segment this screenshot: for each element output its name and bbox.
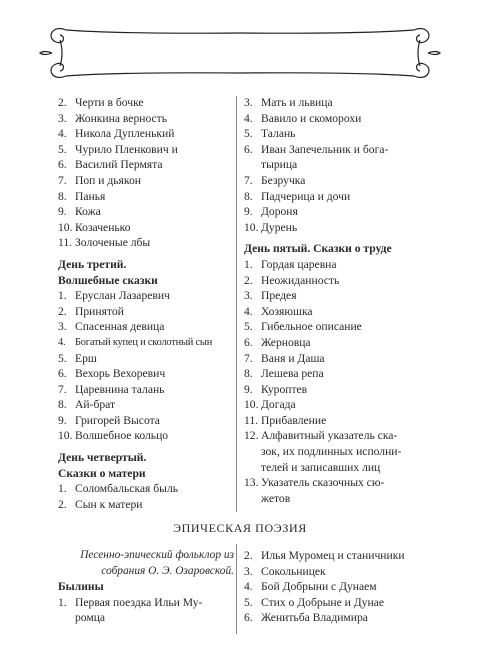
item-number: 12. <box>244 429 259 443</box>
list-item <box>58 428 238 444</box>
list-item <box>58 481 238 497</box>
list-item <box>58 95 238 111</box>
item-title: Ваня и Даша <box>261 351 325 365</box>
item-title: Царевнина талань <box>75 382 165 396</box>
list-day4-continued <box>244 95 429 235</box>
item-number: 13. <box>244 476 259 490</box>
list-day5 <box>244 257 429 507</box>
item-title: Сын к матери <box>75 497 143 511</box>
item-title: Василий Пермята <box>75 158 163 172</box>
heading-day-five: День пятый. Сказки о труде <box>244 242 392 256</box>
list-item <box>58 173 238 189</box>
item-title: Мать и львица <box>261 96 333 109</box>
list-item <box>244 366 429 382</box>
list-item <box>244 610 429 626</box>
item-title: Хозяюшка <box>261 304 313 318</box>
item-title: Григорей Высота <box>75 413 160 427</box>
list-item <box>58 304 238 320</box>
list-item <box>58 157 238 173</box>
item-number: 2. <box>58 304 67 318</box>
item-number: 5. <box>58 351 67 365</box>
item-number: 2. <box>58 497 67 511</box>
item-number: 10. <box>244 398 259 412</box>
item-title: Гордая царевна <box>261 257 337 271</box>
list-item <box>244 460 429 476</box>
list-item <box>244 428 429 444</box>
item-title: Ай-брат <box>75 398 116 412</box>
item-number: 10. <box>58 220 73 234</box>
list-item <box>244 304 429 320</box>
list-item <box>58 189 238 205</box>
item-title: зок, их подлинных исполни- <box>261 445 402 459</box>
list-item <box>244 189 429 205</box>
item-number: 5. <box>58 142 67 156</box>
heading-day-three: День третий. <box>58 257 127 271</box>
item-number <box>244 491 261 507</box>
item-title: Панья <box>75 189 106 203</box>
list-item <box>244 491 429 507</box>
item-title: Догада <box>261 398 296 412</box>
list-item <box>58 319 238 335</box>
item-title: Козаченько <box>75 220 131 234</box>
item-title: Женитьба Владимира <box>261 611 368 625</box>
item-title: ромца <box>75 611 106 625</box>
list-item <box>58 142 238 158</box>
item-number: 4. <box>244 111 253 125</box>
item-number: 4. <box>58 127 67 141</box>
item-number: 11. <box>244 413 259 427</box>
item-title: жетов <box>261 491 291 505</box>
epic-right-column <box>244 548 429 626</box>
item-title: Ерш <box>75 351 97 365</box>
list-day3 <box>58 288 238 444</box>
item-number: 9. <box>244 205 253 219</box>
list-item <box>58 351 238 367</box>
item-title: Первая поездка Ильи Му- <box>75 595 203 609</box>
item-title: Падчерица и дочи <box>261 189 351 203</box>
list-item <box>58 382 238 398</box>
item-number: 1. <box>58 482 67 496</box>
list-item <box>244 335 429 351</box>
list-item <box>58 126 238 142</box>
item-title: Кожа <box>75 205 101 219</box>
list-item <box>58 111 238 127</box>
list-item <box>58 610 234 626</box>
item-title: Прибавление <box>261 413 327 427</box>
left-column <box>58 95 238 512</box>
item-number <box>244 460 261 476</box>
list-item <box>244 382 429 398</box>
list-item <box>244 397 429 413</box>
item-number: 4. <box>244 304 253 318</box>
column-divider-lower <box>236 544 237 634</box>
item-title: Вехорь Вехоревич <box>75 367 166 381</box>
collection-note-line2: собрания О. Э. Озаровской. <box>101 564 234 577</box>
list-item <box>58 413 238 429</box>
list-item <box>58 595 234 611</box>
item-title: Лешева репа <box>261 367 324 381</box>
item-number: 5. <box>244 127 253 141</box>
item-title: Дороня <box>261 205 298 219</box>
item-number: 3. <box>244 289 253 303</box>
list-day4 <box>58 481 238 512</box>
item-title: Принятой <box>75 304 124 318</box>
item-title: Спасенная девица <box>75 320 165 334</box>
item-title: тырица <box>261 158 298 172</box>
list-item <box>58 204 238 220</box>
list-day2-continued <box>58 95 238 251</box>
item-number: 5. <box>244 595 253 609</box>
epic-left-column <box>58 548 234 626</box>
list-item <box>244 204 429 220</box>
item-title: Сокольницек <box>261 564 326 578</box>
item-number: 1. <box>244 257 253 271</box>
item-number: 6. <box>244 611 253 625</box>
list-item <box>58 497 238 513</box>
item-number: 3. <box>58 111 67 125</box>
list-item <box>244 595 429 611</box>
list-item <box>244 579 429 595</box>
item-title: Жерновца <box>261 335 311 349</box>
heading-magic-tales: Волшебные сказки <box>58 273 158 287</box>
item-title: Черти в бочке <box>75 96 144 109</box>
item-title: Никола Дупленький <box>75 127 175 141</box>
item-number: 6. <box>58 367 67 381</box>
item-title: Илья Муромец и станичники <box>261 549 405 562</box>
list-item <box>244 319 429 335</box>
item-number: 6. <box>58 158 67 172</box>
item-number: 10. <box>244 220 259 234</box>
item-number: 7. <box>58 382 67 396</box>
item-number: 8. <box>244 367 253 381</box>
section-title-epic-poetry: ЭПИЧЕСКАЯ ПОЭЗИЯ <box>173 521 307 535</box>
item-title: Вавило и скоморохи <box>261 111 362 125</box>
item-number: 9. <box>244 382 253 396</box>
item-number <box>58 610 75 626</box>
list-item <box>58 288 238 304</box>
item-number: 11. <box>58 236 73 250</box>
list-item <box>244 95 429 111</box>
list-item <box>58 335 238 351</box>
item-number <box>244 157 261 173</box>
item-number: 7. <box>58 173 67 187</box>
item-number: 4. <box>244 580 253 594</box>
item-number: 3. <box>244 96 253 109</box>
list-item <box>58 397 238 413</box>
item-number: 6. <box>244 142 253 156</box>
list-item <box>244 288 429 304</box>
item-number: 5. <box>244 320 253 334</box>
list-item <box>58 235 238 251</box>
item-title: телей и записавших лиц <box>261 460 381 474</box>
heading-day-four: День четвертый. <box>58 451 147 465</box>
list-item <box>244 157 429 173</box>
item-number: 10. <box>58 429 73 443</box>
list-item <box>58 220 238 236</box>
item-title: Соломбальская быль <box>75 482 179 496</box>
item-number: 3. <box>244 564 253 578</box>
list-item <box>244 142 429 158</box>
heading-mother-tales: Сказки о матери <box>58 466 146 480</box>
item-title: Алфавитный указатель ска- <box>261 429 398 443</box>
heading-byliny: Былины <box>58 580 104 594</box>
list-item <box>244 548 429 564</box>
list-item <box>244 126 429 142</box>
item-title: Дурень <box>261 220 298 234</box>
item-number: 7. <box>244 173 253 187</box>
item-title: Гибельное описание <box>261 320 362 334</box>
list-item <box>244 173 429 189</box>
item-number: 6. <box>244 335 253 349</box>
list-byliny-left <box>58 595 234 626</box>
list-item <box>244 111 429 127</box>
item-title: Предея <box>261 289 297 303</box>
list-item <box>244 351 429 367</box>
item-number: 9. <box>58 413 67 427</box>
list-item <box>244 413 429 429</box>
item-number: 1. <box>58 289 67 303</box>
collection-note-line1: Песенно-эпический фольклор из <box>80 549 234 561</box>
item-number: 4. <box>58 336 66 348</box>
item-number <box>244 444 261 460</box>
item-title: Талань <box>261 127 296 141</box>
item-title: Неожиданность <box>261 273 340 287</box>
list-item <box>244 220 429 236</box>
item-title: Волшебное кольцо <box>75 429 169 443</box>
item-number: 2. <box>244 549 253 562</box>
item-number: 9. <box>58 205 67 219</box>
item-title: Бой Добрыни с Дунаем <box>261 580 377 594</box>
item-number: 2. <box>58 96 67 109</box>
item-number: 8. <box>58 189 67 203</box>
item-title: Безручка <box>261 173 306 187</box>
list-byliny-right <box>244 548 429 626</box>
list-item <box>244 564 429 580</box>
list-item <box>244 475 429 491</box>
item-number: 3. <box>58 320 67 334</box>
list-item <box>244 444 429 460</box>
item-title: Иван Запечельник и бога- <box>261 142 389 156</box>
item-title: Поп и дьякон <box>75 173 141 187</box>
item-number: 1. <box>58 595 67 609</box>
item-title: Золоченые лбы <box>75 236 151 250</box>
item-number: 2. <box>244 273 253 287</box>
item-number: 8. <box>244 189 253 203</box>
item-number: 8. <box>58 398 67 412</box>
item-title: Чурило Пленкович и <box>75 142 178 156</box>
list-item <box>58 366 238 382</box>
item-title: Указатель сказочных сю- <box>261 476 385 490</box>
item-title: Жонкина верность <box>75 111 168 125</box>
item-title: Еруслан Лазаревич <box>75 289 170 303</box>
list-item <box>244 273 429 289</box>
list-item <box>244 257 429 273</box>
item-title: Богатый купец и сколотный сын <box>75 336 213 348</box>
decorative-header-ornament <box>0 0 480 100</box>
item-title: Стих о Добрыне и Дунае <box>261 595 384 609</box>
item-title: Куроптев <box>261 382 308 396</box>
right-column <box>244 95 429 506</box>
item-number: 7. <box>244 351 253 365</box>
